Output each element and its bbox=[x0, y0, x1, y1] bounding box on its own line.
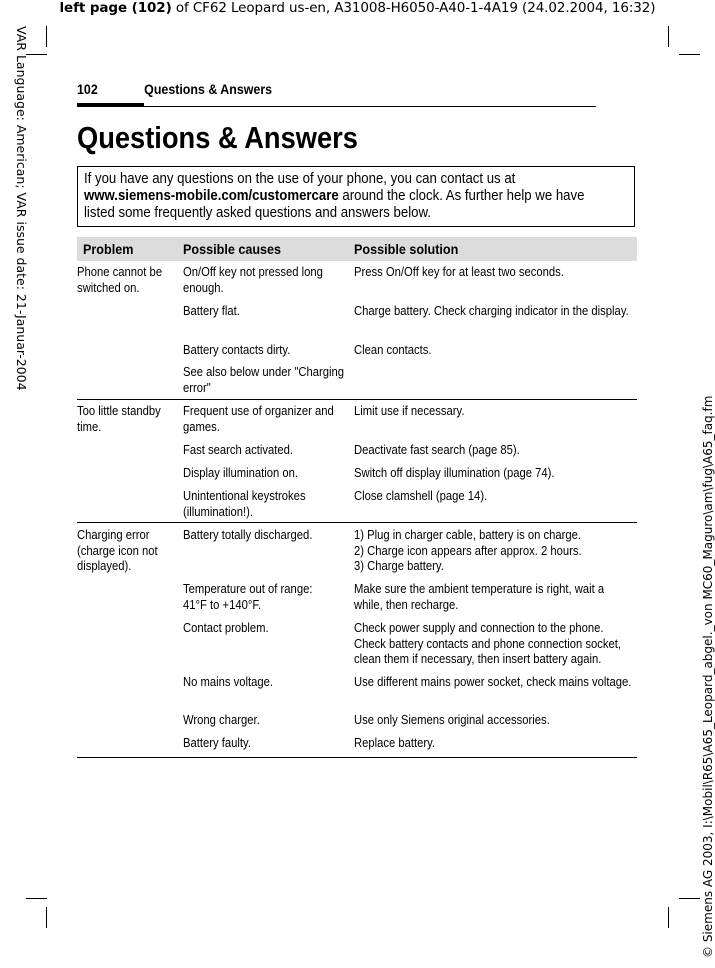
row-divider bbox=[77, 522, 637, 523]
solution-cell: 1) Plug in charger cable, battery is on charge. 2) Charge icon appears after approx. 2 hours. 3) Charge battery. bbox=[354, 528, 582, 573]
problem-cell: Too little standby time. bbox=[77, 404, 161, 434]
print-header-info: of CF62 Leopard us-en, A31008-H6050-A40-1-4A19 (24.02.2004, 16:32) bbox=[171, 0, 656, 16]
cause-cell: Temperature out of range: 41°F to +140°F. bbox=[183, 582, 313, 612]
crop-mark bbox=[679, 898, 700, 899]
solution-cell: Clean contacts. bbox=[354, 343, 432, 357]
cause-cell: Wrong charger. bbox=[183, 713, 260, 727]
print-header bbox=[0, 0, 715, 16]
page-number: 102 bbox=[77, 82, 98, 97]
table-header bbox=[77, 237, 637, 261]
cause-cell: Display illumination on. bbox=[183, 466, 299, 480]
cause-cell: Battery faulty. bbox=[183, 736, 251, 750]
running-head bbox=[77, 80, 596, 107]
solution-cell: Limit use if necessary. bbox=[354, 404, 465, 418]
row-divider bbox=[77, 399, 637, 400]
solution-cell: Use only Siemens original accessories. bbox=[354, 713, 550, 727]
solution-cell: Make sure the ambient temperature is right, wait a while, then recharge. bbox=[354, 582, 605, 612]
cause-cell: Fast search activated. bbox=[183, 443, 294, 457]
solution-cell: Press On/Off key for at least two seconds. bbox=[354, 265, 564, 279]
solution-cell: Charge battery. Check charging indicator in the display. bbox=[354, 304, 629, 318]
cause-cell: Contact problem. bbox=[183, 621, 269, 635]
cause-cell: Battery totally discharged. bbox=[183, 528, 313, 542]
cause-cell: No mains voltage. bbox=[183, 675, 274, 689]
problem-cell: Phone cannot be switched on. bbox=[77, 265, 163, 295]
intro-box bbox=[77, 166, 635, 227]
crop-mark bbox=[668, 907, 669, 928]
cause-cell: Battery contacts dirty. bbox=[183, 343, 291, 357]
cause-cell: See also below under "Charging error" bbox=[183, 365, 344, 395]
side-note-copyright: © Siemens AG 2003, I:\Mobil\R65\A65_Leopard_abgel._von MC60_Maguro\am\fug\A65_faq.fm bbox=[701, 395, 715, 958]
cause-cell: Unintentional keystrokes (illumination!). bbox=[183, 489, 306, 519]
crop-mark bbox=[46, 907, 47, 928]
solution-cell: Check power supply and connection to the phone. Check battery contacts and phone connection socket, clean them if necessary, then insert battery again. bbox=[354, 621, 622, 666]
header-causes: Possible causes bbox=[183, 241, 282, 257]
header-problem: Problem bbox=[83, 241, 134, 257]
solution-cell: Close clamshell (page 14). bbox=[354, 489, 488, 503]
side-note-language: VAR Language: American; VAR issue date: 21-Januar-2004 bbox=[14, 26, 29, 391]
print-header-page: left page (102) bbox=[59, 0, 172, 16]
header-solution: Possible solution bbox=[354, 241, 459, 257]
cause-cell: On/Off key not pressed long enough. bbox=[183, 265, 323, 295]
solution-cell: Deactivate fast search (page 85). bbox=[354, 443, 520, 457]
cause-cell: Frequent use of organizer and games. bbox=[183, 404, 334, 434]
intro-text-start: If you have any questions on the use of your phone, you can contact us at bbox=[84, 171, 516, 187]
customercare-link[interactable]: www.siemens-mobile.com/customercare bbox=[84, 188, 339, 204]
row-divider bbox=[77, 757, 637, 758]
intro-text bbox=[84, 171, 612, 222]
solution-cell: Replace battery. bbox=[354, 736, 436, 750]
crop-mark bbox=[668, 26, 669, 47]
crop-mark bbox=[46, 26, 47, 47]
crop-mark bbox=[26, 54, 47, 55]
solution-cell: Use different mains power socket, check mains voltage. bbox=[354, 675, 632, 689]
solution-cell: Switch off display illumination (page 74). bbox=[354, 466, 555, 480]
crop-mark bbox=[679, 54, 700, 55]
crop-mark bbox=[26, 898, 47, 899]
page-title: Questions & Answers bbox=[77, 120, 358, 155]
running-head-title: Questions & Answers bbox=[144, 82, 273, 97]
problem-cell: Charging error (charge icon not displayed). bbox=[77, 528, 158, 573]
cause-cell: Battery flat. bbox=[183, 304, 240, 318]
intro-text-end: around the clock. As further help we have listed some frequently asked questions and answers below. bbox=[84, 188, 585, 221]
page-number-rule bbox=[77, 103, 144, 107]
